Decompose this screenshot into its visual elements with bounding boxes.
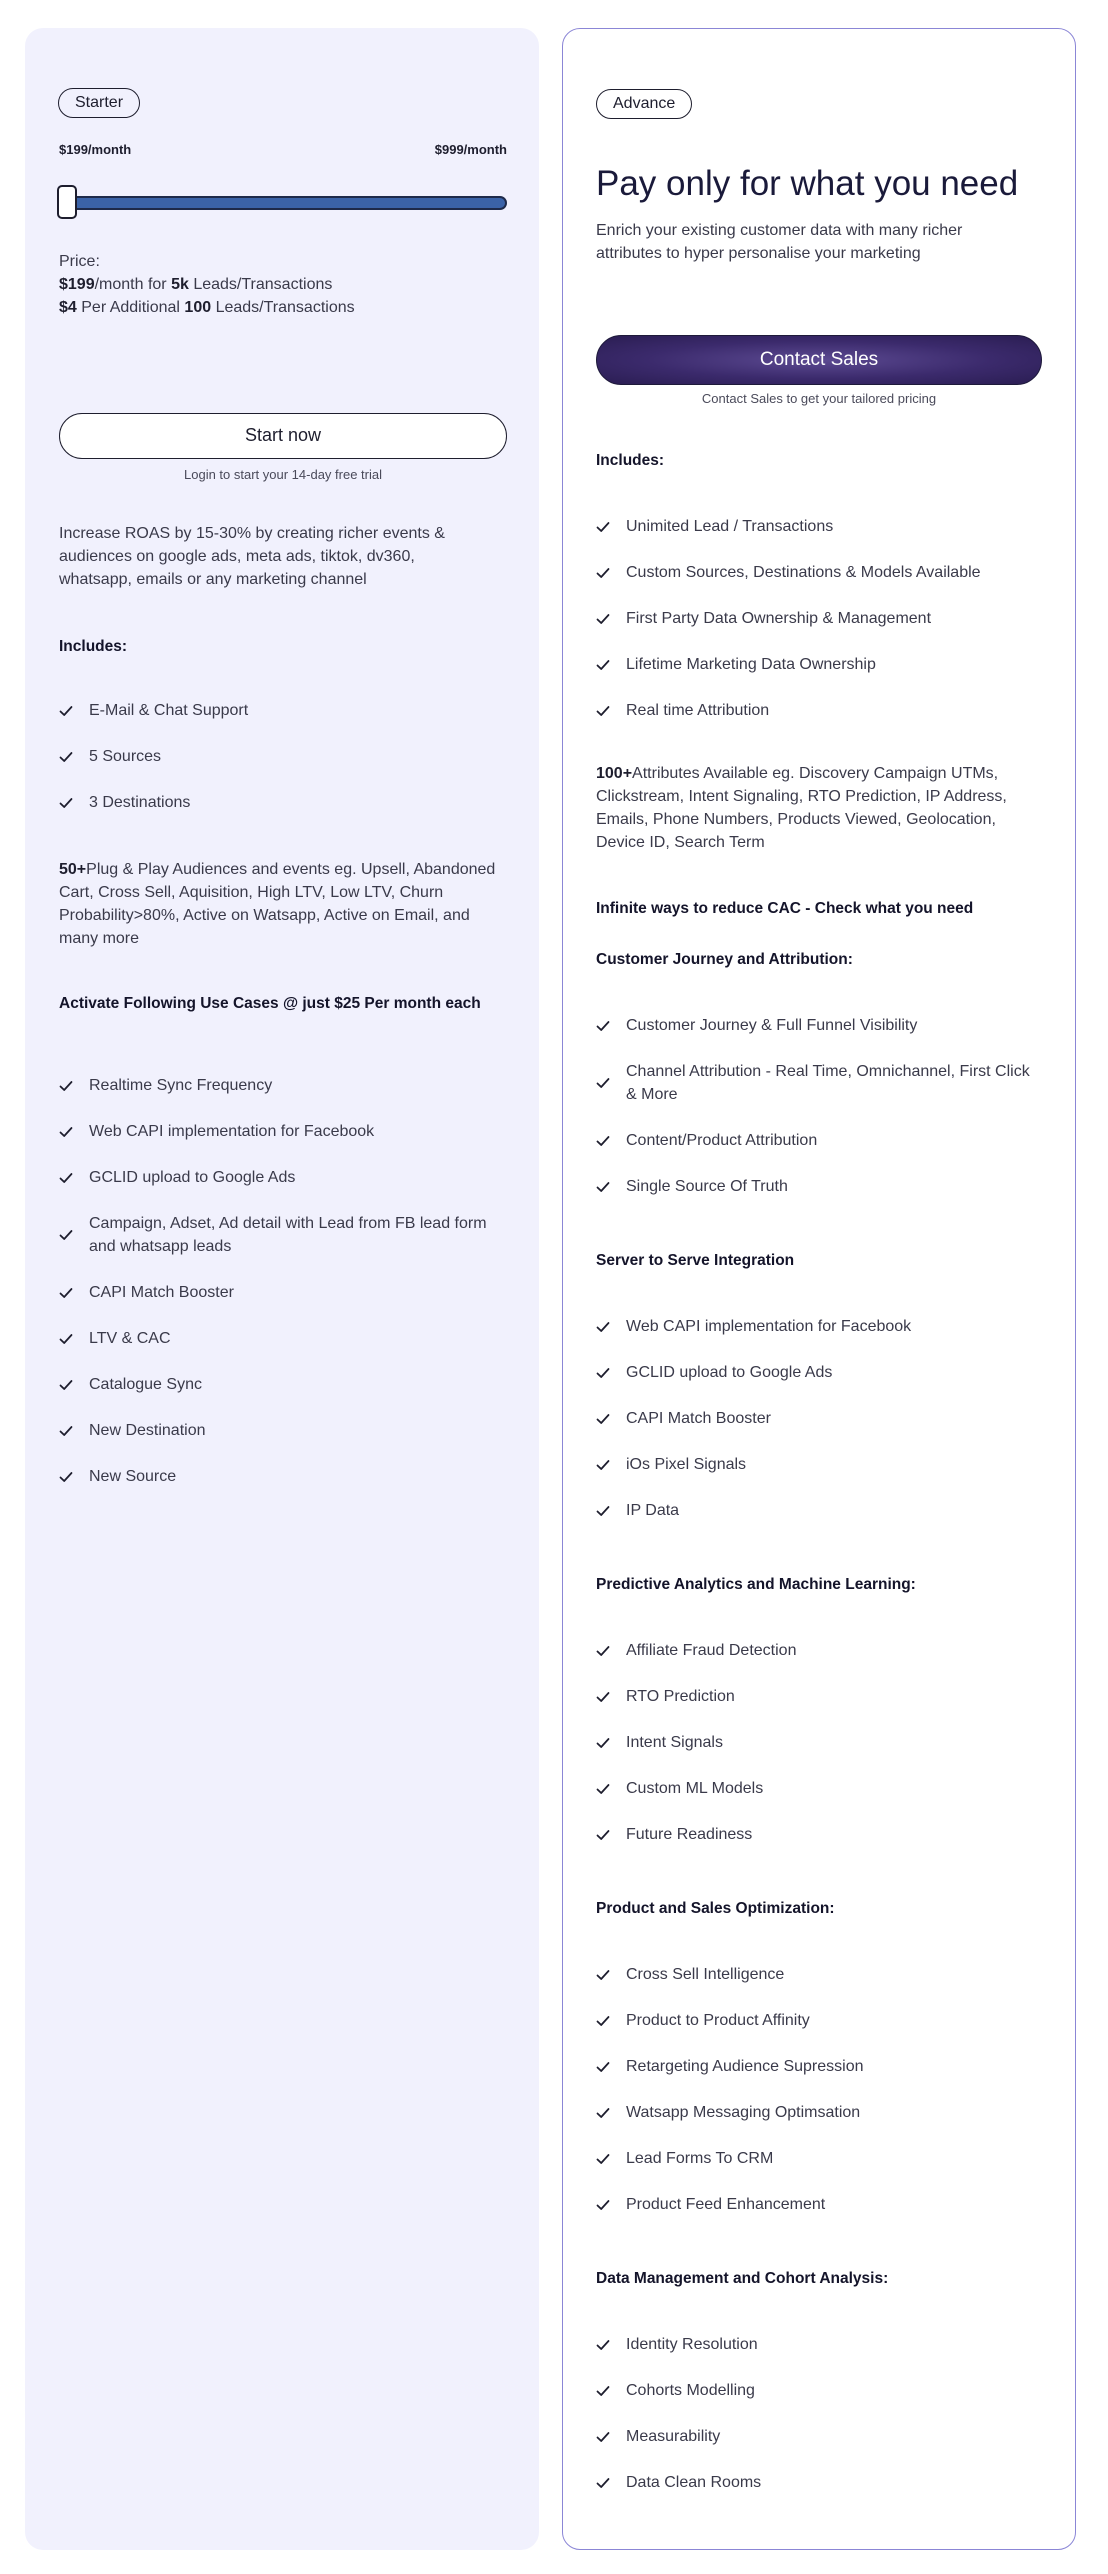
usecase-item (59, 1373, 519, 1396)
advance-plan-card (562, 28, 1076, 2550)
contact-note: Contact Sales to get your tailored pricing (701, 391, 937, 406)
check-icon (596, 1690, 610, 1704)
check-icon (596, 2014, 610, 2028)
starter-include-item (59, 699, 519, 722)
advance-include-item (596, 561, 1056, 584)
section-item-text: & More (626, 1086, 678, 1103)
starter-include-item (59, 745, 519, 768)
slider-max-label: $999/month (434, 142, 507, 157)
attributes-line: Clickstream, Intent Signaling, RTO Prediction, IP Address, (596, 788, 1007, 805)
section-item (596, 1175, 1056, 1198)
check-icon (59, 750, 73, 764)
check-icon (59, 1424, 73, 1438)
section-item-text: Customer Journey & Full Funnel Visibility (626, 1017, 918, 1034)
section-heading: Predictive Analytics and Machine Learning: (596, 1576, 916, 1593)
advance-includes-heading: Includes: (596, 452, 665, 469)
advance-include-item-text: Real time Attribution (626, 702, 770, 719)
section-item (596, 1060, 1056, 1106)
usecase-item-text: LTV & CAC (89, 1330, 171, 1347)
check-icon (596, 1828, 610, 1842)
check-icon (596, 1968, 610, 1982)
slider-min-label: $199/month (59, 142, 132, 157)
section-item-text: Single Source Of Truth (626, 1178, 788, 1195)
section-item-text: GCLID upload to Google Ads (626, 1364, 833, 1381)
section-item (596, 1407, 1056, 1430)
advance-include-item (596, 653, 1056, 676)
advance-include-item (596, 515, 1056, 538)
check-icon (596, 1134, 610, 1148)
check-icon (596, 2152, 610, 2166)
starter-audiences (59, 858, 495, 950)
audiences-count: 50+ (59, 861, 87, 878)
section-item-text: Retargeting Audience Supression (626, 2058, 864, 2075)
attributes-text: Attributes Available eg. Discovery Campaign UTMs, (632, 765, 999, 782)
description-line: whatsapp, emails or any marketing channel (59, 571, 367, 588)
check-icon (596, 1458, 610, 1472)
section-item (596, 1453, 1056, 1476)
starter-plan-card (25, 28, 539, 2550)
check-icon (596, 612, 610, 626)
usecase-item (59, 1166, 519, 1189)
check-icon (596, 520, 610, 534)
check-icon (596, 1320, 610, 1334)
check-icon (596, 2384, 610, 2398)
cac-heading: Infinite ways to reduce CAC - Check what you need (596, 900, 974, 917)
section-item (596, 2471, 1056, 2494)
section-item-text: Cohorts Modelling (626, 2382, 755, 2399)
attributes-line: Device ID, Search Term (596, 834, 765, 851)
check-icon (596, 1366, 610, 1380)
subtitle-line: Enrich your existing customer data with many richer (596, 222, 963, 239)
usecase-item-text: GCLID upload to Google Ads (89, 1169, 296, 1186)
price-label: Price: (59, 253, 100, 270)
section-item (596, 1361, 1056, 1384)
check-icon (59, 1332, 73, 1346)
audiences-line: Probability>80%, Active on Watsapp, Active on Email, and (59, 907, 470, 924)
section-item-text: Intent Signals (626, 1734, 723, 1751)
usecase-item-text: and whatsapp leads (89, 1238, 232, 1255)
starter-include-item-text: 5 Sources (89, 748, 162, 765)
check-icon (596, 704, 610, 718)
check-icon (596, 2060, 610, 2074)
section-item-text: Channel Attribution - Real Time, Omnichannel, First Click (626, 1063, 1030, 1080)
section-item-text: CAPI Match Booster (626, 1410, 771, 1427)
price-line-2-mid: Per Additional (76, 299, 185, 316)
starter-badge: Starter (58, 88, 140, 118)
check-icon (596, 2476, 610, 2490)
section-item-text: Affiliate Fraud Detection (626, 1642, 797, 1659)
starter-include-item (59, 791, 519, 814)
section-heading: Data Management and Cohort Analysis: (596, 2270, 889, 2287)
section-item-text: Lead Forms To CRM (626, 2150, 774, 2167)
starter-include-item-text: E-Mail & Chat Support (89, 702, 249, 719)
section-item (596, 2009, 1056, 2032)
section-item (596, 1315, 1056, 1338)
usecase-item-text: CAPI Match Booster (89, 1284, 234, 1301)
usecase-item-text: Realtime Sync Frequency (89, 1077, 273, 1094)
usecase-item (59, 1465, 519, 1488)
advance-include-item-text: Unimited Lead / Transactions (626, 518, 834, 535)
starter-description (59, 522, 445, 591)
usecase-item-text: New Source (89, 1468, 177, 1485)
section-item-text: Watsapp Messaging Optimsation (626, 2104, 861, 2121)
advance-include-item (596, 607, 1056, 630)
advance-subtitle (596, 219, 962, 265)
section-heading: Customer Journey and Attribution: (596, 951, 853, 968)
advance-badge: Advance (596, 89, 692, 119)
usecase-item (59, 1419, 519, 1442)
attributes-line: Emails, Phone Numbers, Products Viewed, Geolocation, (596, 811, 996, 828)
check-icon (596, 1782, 610, 1796)
section-item-text: Product to Product Affinity (626, 2012, 810, 2029)
check-icon (596, 2198, 610, 2212)
audiences-text: Plug & Play Audiences and events eg. Upsell, Abandoned (86, 861, 496, 878)
check-icon (59, 1470, 73, 1484)
check-icon (596, 1412, 610, 1426)
starter-include-item-text: 3 Destinations (89, 794, 191, 811)
section-heading: Product and Sales Optimization: (596, 1900, 835, 1917)
usecase-item-text: Catalogue Sync (89, 1376, 202, 1393)
advance-include-item (596, 699, 1056, 722)
price-line-2-qty: 100 (184, 299, 212, 316)
section-item (596, 1823, 1056, 1846)
advance-include-item-text: Lifetime Marketing Data Ownership (626, 656, 876, 673)
start-now-button[interactable]: Start now (59, 413, 507, 459)
check-icon (59, 1079, 73, 1093)
price-slider-track[interactable] (59, 196, 507, 210)
starter-includes-heading: Includes: (59, 638, 128, 655)
section-item (596, 2193, 1056, 2216)
price-line-1-mid: /month for (94, 276, 172, 293)
usecase-item-text: New Destination (89, 1422, 206, 1439)
section-item-text: Identity Resolution (626, 2336, 758, 2353)
check-icon (596, 2106, 610, 2120)
section-item (596, 2101, 1056, 2124)
price-line-1-amount: $199 (59, 276, 95, 293)
section-item (596, 1685, 1056, 1708)
check-icon (596, 658, 610, 672)
section-item-text: Measurability (626, 2428, 721, 2445)
usecase-item (59, 1327, 519, 1350)
usecase-item (59, 1281, 519, 1304)
section-item (596, 2333, 1056, 2356)
check-icon (596, 1736, 610, 1750)
price-line-1-qty: 5k (171, 276, 189, 293)
section-item (596, 2055, 1056, 2078)
description-line: Increase ROAS by 15-30% by creating richer events & (59, 525, 445, 542)
trial-note: Login to start your 14-day free trial (184, 467, 382, 482)
advance-include-item-text: First Party Data Ownership & Management (626, 610, 932, 627)
price-line-2-rest: Leads/Transactions (211, 299, 355, 316)
contact-sales-button[interactable]: Contact Sales (596, 335, 1042, 385)
usecases-heading: Activate Following Use Cases @ just $25 Per month each (59, 995, 481, 1012)
usecase-item-text: Web CAPI implementation for Facebook (89, 1123, 375, 1140)
check-icon (596, 1019, 610, 1033)
usecase-item (59, 1074, 519, 1097)
check-icon (59, 1378, 73, 1392)
advance-title: Pay only for what you need (596, 164, 1019, 203)
section-item-text: Data Clean Rooms (626, 2474, 762, 2491)
check-icon (596, 2338, 610, 2352)
attributes-count: 100+ (596, 765, 633, 782)
section-item-text: iOs Pixel Signals (626, 1456, 747, 1473)
price-line-2 (59, 296, 355, 319)
section-heading: Server to Serve Integration (596, 1252, 795, 1269)
section-item (596, 1639, 1056, 1662)
check-icon (59, 1171, 73, 1185)
price-line-1-rest: Leads/Transactions (188, 276, 333, 293)
section-item (596, 1499, 1056, 1522)
section-item-text: RTO Prediction (626, 1688, 735, 1705)
section-item-text: IP Data (626, 1502, 680, 1519)
price-line-1 (59, 273, 332, 296)
price-line-2-amount: $4 (59, 299, 77, 316)
section-item (596, 1777, 1056, 1800)
audiences-line: many more (59, 930, 140, 947)
check-icon (59, 704, 73, 718)
check-icon (59, 1286, 73, 1300)
section-item-text: Cross Sell Intelligence (626, 1966, 785, 1983)
check-icon (596, 2430, 610, 2444)
section-item-text: Future Readiness (626, 1826, 753, 1843)
check-icon (596, 1644, 610, 1658)
advance-attributes (596, 762, 1007, 854)
section-item-text: Content/Product Attribution (626, 1132, 818, 1149)
usecase-item (59, 1212, 519, 1258)
advance-include-item-text: Custom Sources, Destinations & Models Available (626, 564, 981, 581)
section-item (596, 2379, 1056, 2402)
section-item (596, 2425, 1056, 2448)
price-slider-thumb[interactable] (57, 185, 77, 219)
check-icon (596, 1180, 610, 1194)
section-item (596, 1129, 1056, 1152)
check-icon (596, 1504, 610, 1518)
section-item (596, 2147, 1056, 2170)
audiences-line: Cart, Cross Sell, Aquisition, High LTV, Low LTV, Churn (59, 884, 444, 901)
section-item-text: Web CAPI implementation for Facebook (626, 1318, 912, 1335)
description-line: audiences on google ads, meta ads, tiktok, dv360, (59, 548, 415, 565)
subtitle-line: attributes to hyper personalise your marketing (596, 245, 921, 262)
section-item (596, 1731, 1056, 1754)
section-item (596, 1014, 1056, 1037)
check-icon (59, 1125, 73, 1139)
check-icon (596, 566, 610, 580)
check-icon (59, 796, 73, 810)
section-item-text: Product Feed Enhancement (626, 2196, 826, 2213)
section-item-text: Custom ML Models (626, 1780, 764, 1797)
check-icon (59, 1228, 73, 1242)
section-item (596, 1963, 1056, 1986)
audiences-line (59, 858, 495, 881)
usecase-item-text: Campaign, Adset, Ad detail with Lead from FB lead form (89, 1215, 487, 1232)
usecase-item (59, 1120, 519, 1143)
attributes-line (596, 762, 1007, 785)
check-icon (596, 1076, 610, 1090)
